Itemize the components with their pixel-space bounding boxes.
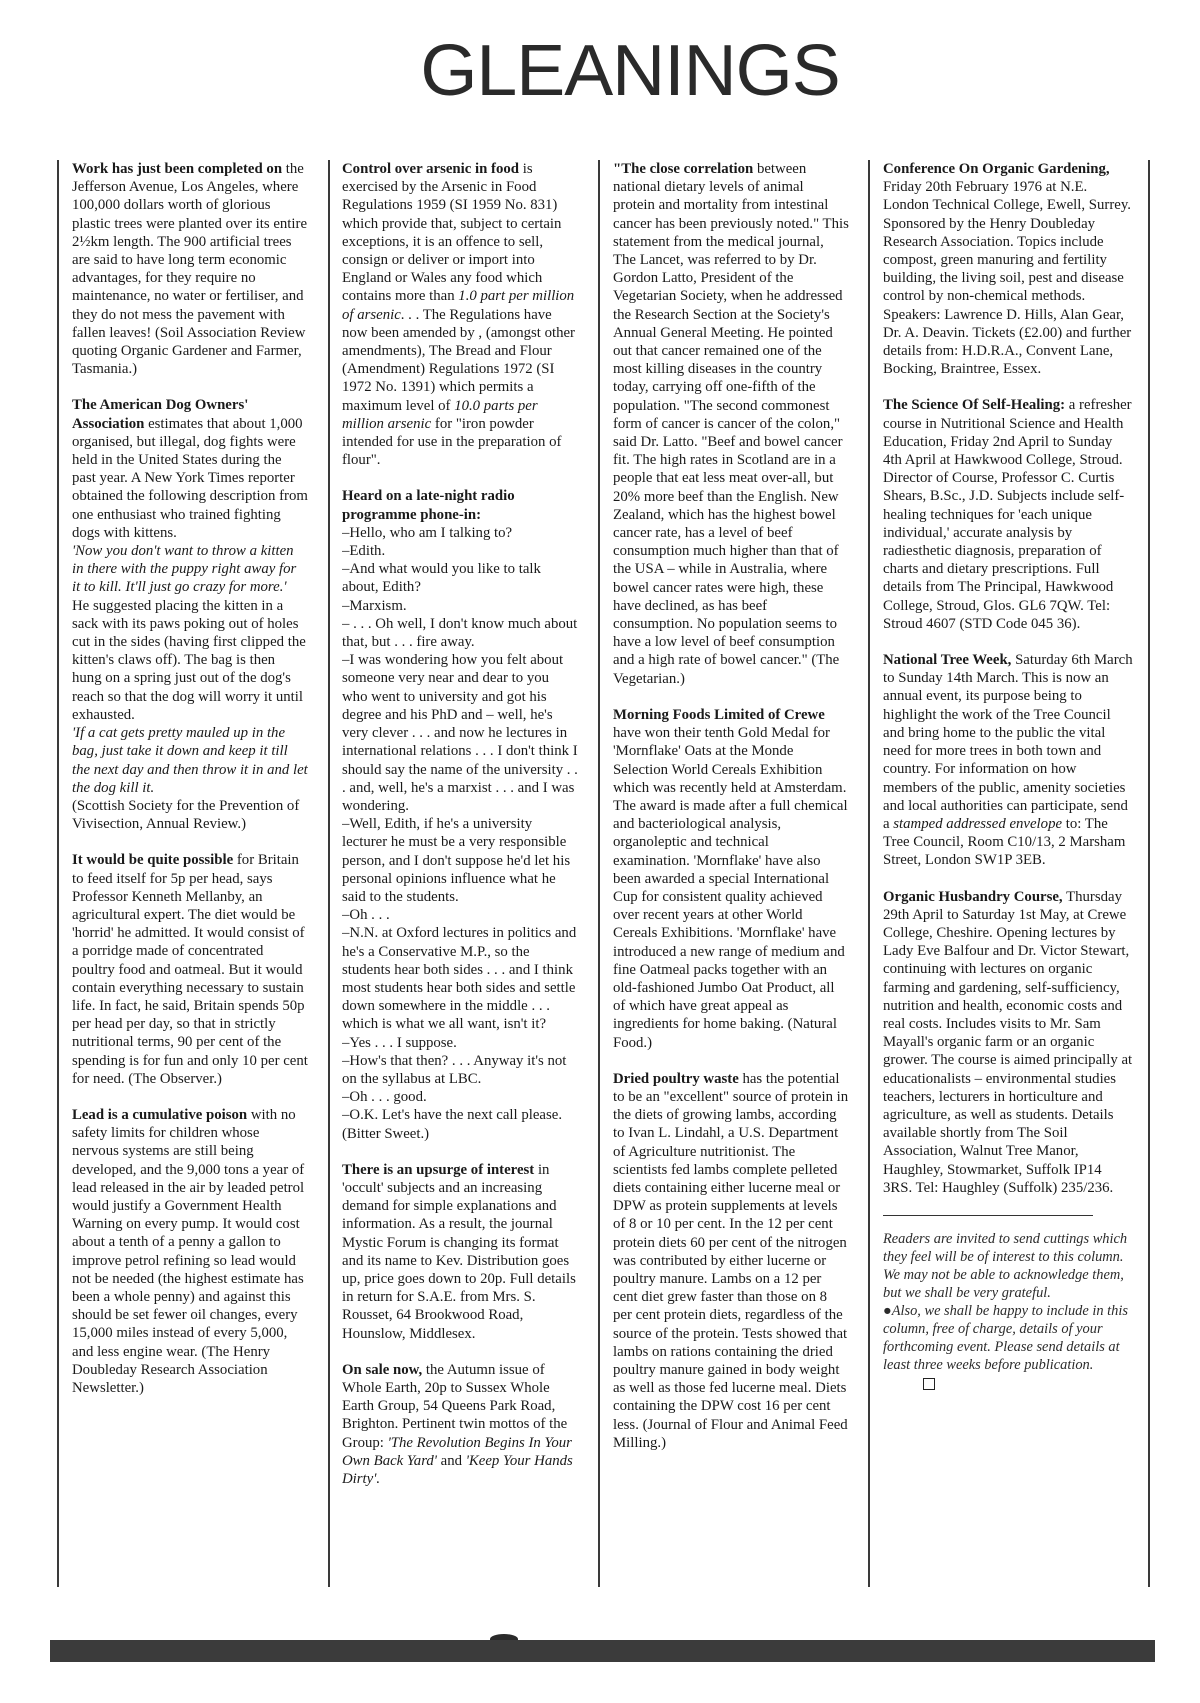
dialogue-line: –I was wondering how you felt about someone very near and dear to you who went to university and got his degree and his PhD and – well, he's very clever . . . and now he lectures in international relations . . . I don't think I should say the name of the university . . . and, well, he's a marxist . . . and I was wondering. bbox=[342, 652, 578, 814]
article-dog-fights bbox=[72, 396, 308, 833]
article-quote: 'If a cat gets pretty mauled up in the bag, just take it down and keep it till the next day and then throw it in and let the dog kill it. bbox=[72, 725, 308, 796]
article-lead: Organic Husbandry Course, bbox=[883, 888, 1063, 905]
dialogue-line: –Well, Edith, if he's a university lecturer he must be a very responsible person, and I don't suppose he'd let his personal opinions influence what he said to the students. bbox=[342, 816, 571, 905]
article-lead: The Science Of Self-Healing: bbox=[883, 397, 1066, 414]
column-rule bbox=[598, 160, 600, 1587]
footer-band bbox=[50, 1640, 1155, 1662]
article-emphasis: stamped addressed envelope bbox=[893, 815, 1063, 832]
column-1 bbox=[72, 160, 308, 1600]
readers-note-invite: Readers are invited to send cuttings which they feel will be of interest to this column. We may not be able to acknowledge them, but we shall be very grateful. bbox=[883, 1230, 1128, 1301]
article-emphasis: 'Keep Your Hands Dirty'. bbox=[342, 1452, 573, 1488]
article-body: for "iron powder intended for use in the preparation of flour". bbox=[342, 415, 562, 469]
article-body: Friday 20th February 1976 at N.E. London Technical College, Ewell, Surrey. Sponsored by the Henry Doubleday Research Association. Topics include compost, green manuring and fertility building, the living soil, pest and disease control by non-chemical methods. Speakers: Lawrence D. Hills, Alan Gear, Dr. A. Deavin. Tickets (£2.00) and further details from: H.D.R.A., Convent Lane, Bocking, Braintree, Essex. bbox=[883, 179, 1132, 378]
article-quote: 'Now you don't want to throw a kitten in there with the puppy right away for it to kill. It'll just go crazy for more.' bbox=[72, 543, 297, 596]
article-lead: Work has just been completed on bbox=[72, 161, 283, 177]
event-tree-week bbox=[883, 651, 1133, 869]
dialogue-line: –How's that then? . . . Anyway it's not on the syllabus at LBC. bbox=[342, 1052, 567, 1087]
article-body: between national dietary levels of animal protein and mortality from intestinal cancer has been previously noted." This statement from the medical journal, The Lancet, was referred to by Dr. Gordon Latto, President of the Vegetarian Society, when he addressed the Research Section at the Society's Annual General Meeting. He pointed out that cancer remained one of the most killing diseases in the country today, carrying off one-fifth of the population. "The second commonest form of cancer is cancer of the colon," said Dr. Latto. "Beef and bowel cancer fit. The high rates in Scotland are in a people that eat less meat over-all, but 20% more beef than the English. New Zealand, which has the highest bowel cancer rate, has a level of beef consumption much higher than that of the USA – while in Australia, where bowel cancer rates were high, these have declined, as has beef consumption. No population seems to have a low level of beef consumption and a high rate of bowel cancer." (The Vegetarian.) bbox=[613, 161, 849, 687]
article-emphasis: 1.0 part per million of arsenic bbox=[342, 288, 575, 323]
article-body: . . . The Regulations have now been amended by , (amongst other amendments), The Bread and Flour (Amendment) Regulations 1972 (SI 1972 No. 1391) which permits a maximum level of bbox=[342, 306, 575, 414]
dialogue-line: –N.N. at Oxford lectures in politics and he's a Conservative M.P., so the students hear both sides . . . and I think most students hear both sides and settle down somewhere in the middle . . . which is what we all want, isn't it? bbox=[342, 925, 577, 1033]
article-lead: "The close correlation bbox=[613, 161, 754, 177]
article-lead: It would be quite possible bbox=[72, 852, 234, 869]
dialogue-line: – . . . Oh well, I don't know much about that, but . . . fire away. bbox=[342, 615, 578, 651]
column-3 bbox=[613, 160, 849, 1600]
event-self-healing bbox=[883, 396, 1133, 633]
dialogue-line: –O.K. Let's have the next call please. (Bitter Sweet.) bbox=[342, 1107, 563, 1142]
article-body: a refresher course in Nutritional Science and Health Education, Friday 2nd April to Sunday 4th April at Hawkwood College, Stroud. Director of Course, Professor C. Curtis Shears, B.Sc., J.D. Subjects include self-healing techniques for 'each unique individual,' accurate analysis by radiesthetic diagnosis, preparation of charts and dietary prescriptions. Full details from The Principal, Hawkwood College, Stroud, Glos. GL6 7QW. Tel: Stroud 4607 (STD Code 045 36). bbox=[883, 397, 1132, 632]
article-body: in 'occult' subjects and an increasing demand for simple explanations and information. As a result, the journal Mystic Forum is changing its format and its name to Kev. Distribution goes up, price goes down to 20p. Full details in return for S.A.E. from Mrs. S. Rousset, 64 Brookwood Road, Hounslow, Middlesex. bbox=[342, 1161, 576, 1342]
dialogue-line: –Yes . . . I suppose. bbox=[342, 1034, 457, 1051]
article-body: the Autumn issue of Whole Earth, 20p to Sussex Whole Earth Group, 54 Queens Park Road, Brighton. Pertinent twin mottos of the Group: bbox=[342, 1361, 568, 1451]
article-body: Thursday 29th April to Saturday 1st May, at Crewe College, Cheshire. Opening lectures by Lady Eve Balfour and Dr. Victor Stewart, continuing with lectures on organic farming and gardening, self-sufficiency, nutrition and health, economic costs and real costs. Includes visits to Mr. Sam Mayall's organic farm or an organic grower. The course is aimed principally at educationalists – environmental studies teachers, lecturers in horticulture and agriculture, as well as students. Details available shortly from The Soil Association, Walnut Tree Manor, Haughley, Stowmarket, Suffolk IP14 3RS. Tel: Haughley (Suffolk) 235/236. bbox=[883, 888, 1133, 1196]
article-body: with no safety limits for children whose nervous systems are still being developed, and the 9,000 tons a year of lead released in the air by leaded petrol would justify a Government Health Warning on every pump. It would cost about a tenth of a penny a gallon to improve petrol refining so lead would not be needed (the highest estimate has been a whole penny) and against this should be set fewer oil changes, every 15,000 miles instead of every 5,000, and less engine wear. (The Henry Doubleday Research Association Newsletter.) bbox=[72, 1106, 305, 1396]
article-whole-earth bbox=[342, 1361, 578, 1488]
article-lead: The American Dog Owners' Association bbox=[72, 397, 249, 432]
dialogue-line: –And what would you like to talk about, Edith? bbox=[342, 561, 541, 596]
article-body: He suggested placing the kitten in a sack with its paws poking out of holes cut in the sides (having first clipped the kitten's claws off). The bag is then hung on a spring just out of the dog's reach so that the dog will worry it until exhausted. bbox=[72, 597, 306, 723]
article-lead: Lead is a cumulative poison bbox=[72, 1106, 248, 1123]
article-feed-britain bbox=[72, 851, 308, 1088]
dialogue-line: –Hello, who am I talking to? bbox=[342, 524, 513, 541]
end-mark-icon bbox=[923, 1378, 935, 1390]
article-plastic-trees bbox=[72, 160, 308, 378]
article-source: (Scottish Society for the Prevention of Vivisection, Annual Review.) bbox=[72, 797, 300, 833]
dialogue-line: –Oh . . . good. bbox=[342, 1089, 427, 1106]
article-body: and bbox=[440, 1452, 463, 1469]
column-rule bbox=[868, 160, 870, 1587]
article-morning-foods bbox=[613, 706, 849, 1052]
article-body: for Britain to feed itself for 5p per head, says Professor Kenneth Mellanby, an agricultural expert. The diet would be 'horrid' he admitted. It would consist of a porridge made of concentrated poultry food and oatmeal. But it would contain everything necessary to sustain life. In fact, he said, Britain spends 50p per head per day, so that in strictly nutritional terms, 90 per cent of the spending is for fun and only 10 per cent for need. (The Observer.) bbox=[72, 852, 308, 1087]
article-lead: There is an upsurge of interest bbox=[342, 1161, 535, 1178]
article-occult bbox=[342, 1161, 578, 1343]
readers-note-events: ●Also, we shall be happy to include in this column, free of charge, details of your forthcoming event. Please send details at least three weeks before publication. bbox=[883, 1302, 1128, 1373]
article-emphasis: 10.0 parts per million arsenic bbox=[342, 397, 538, 432]
article-emphasis: 'The Revolution Begins In Your Own Back Yard' bbox=[342, 1434, 572, 1469]
dialogue-line: –Edith. bbox=[342, 543, 386, 560]
column-rule bbox=[328, 160, 330, 1587]
readers-note bbox=[883, 1230, 1133, 1392]
article-radio-phone-in bbox=[342, 487, 578, 1142]
article-lead: Control over arsenic in food bbox=[342, 161, 520, 177]
event-organic-gardening bbox=[883, 160, 1133, 378]
divider bbox=[883, 1215, 1093, 1216]
column-rule bbox=[57, 160, 59, 1587]
article-lead: On sale now, bbox=[342, 1361, 423, 1378]
article-lead-poison bbox=[72, 1106, 308, 1397]
article-body: is exercised by the Arsenic in Food Regulations 1959 (SI 1959 No. 831) which provide that, subject to certain exceptions, it is an offence to sell, consign or deliver or import into England or Wales any food which contains more than bbox=[342, 161, 562, 305]
article-lead: National Tree Week, bbox=[883, 652, 1012, 669]
dialogue-line: –Marxism. bbox=[342, 597, 407, 614]
event-organic-husbandry bbox=[883, 888, 1133, 1197]
page-title: GLEANINGS bbox=[420, 31, 840, 111]
article-cancer-correlation bbox=[613, 160, 849, 688]
article-lead: Dried poultry waste bbox=[613, 1070, 739, 1087]
article-body: have won their tenth Gold Medal for 'Mornflake' Oats at the Monde Selection World Cereals Exhibition which was recently held at Amsterdam. The award is made after a full chemical and bacteriological analysis, organoleptic and technical examination. 'Mornflake' have also been awarded a special International Cup for consistent quality achieved over recent years at other World Cereals Exhibitions. 'Mornflake' have introduced a new range of medium and fine Oatmeal packs together with an old-fashioned Jumbo Oat Product, all of which have great appeal as ingredients for home baking. (Natural Food.) bbox=[613, 725, 848, 1051]
article-lead: Conference On Organic Gardening, bbox=[883, 161, 1110, 177]
article-body: Saturday 6th March to Sunday 14th March. This is now an annual event, its purpose being to highlight the work of the Tree Council and bring home to the public the vital need for more trees in both town and country. For information on how members of the public, amenity societies and local authorities can participate, send a bbox=[883, 652, 1133, 832]
column-4 bbox=[883, 160, 1133, 1600]
article-arsenic bbox=[342, 160, 578, 469]
article-body: to: The Tree Council, Room C10/13, 2 Marsham Street, London SW1P 3EB. bbox=[883, 815, 1126, 869]
article-poultry-waste bbox=[613, 1070, 849, 1452]
article-lead: Heard on a late-night radio programme phone-in: bbox=[342, 488, 515, 523]
article-lead: Morning Foods Limited of Crewe bbox=[613, 706, 825, 723]
article-body: estimates that about 1,000 organised, but illegal, dog fights were held in the United States during the past year. A New York Times reporter obtained the following description from one enthusiast who trained fighting dogs with kittens. bbox=[72, 415, 308, 541]
article-body: has the potential to be an "excellent" source of protein in the diets of growing lambs, according to Ivan L. Lindahl, a U.S. Department of Agriculture nutritionist. The scientists fed lambs complete pelleted diets containing either lucerne meal or DPW as protein supplements at levels of 8 or 10 per cent. In the 12 per cent protein diets 60 per cent of the nitrogen was contributed by either lucerne or poultry manure. Lambs on a 12 per cent diet grew faster than those on 8 per cent protein diets, regardless of the source of the protein. Tests showed that lambs on rations containing the dried poultry manure gained in body weight as well as those fed lucerne meal. Diets containing the DPW cost 16 per cent less. (Journal of Flour and Animal Feed Milling.) bbox=[613, 1070, 849, 1451]
article-body: the Jefferson Avenue, Los Angeles, where 100,000 dollars worth of glorious plastic trees were planted over its entire 2½km length. The 900 artificial trees are said to have long term economic advantages, for they require no maintenance, no water or fertiliser, and they do not mess the pavement with fallen leaves! (Soil Association Review quoting Organic Gardener and Farmer, Tasmania.) bbox=[72, 161, 308, 378]
dialogue-line: –Oh . . . bbox=[342, 907, 390, 924]
column-2 bbox=[342, 160, 578, 1600]
column-rule bbox=[1148, 160, 1150, 1587]
